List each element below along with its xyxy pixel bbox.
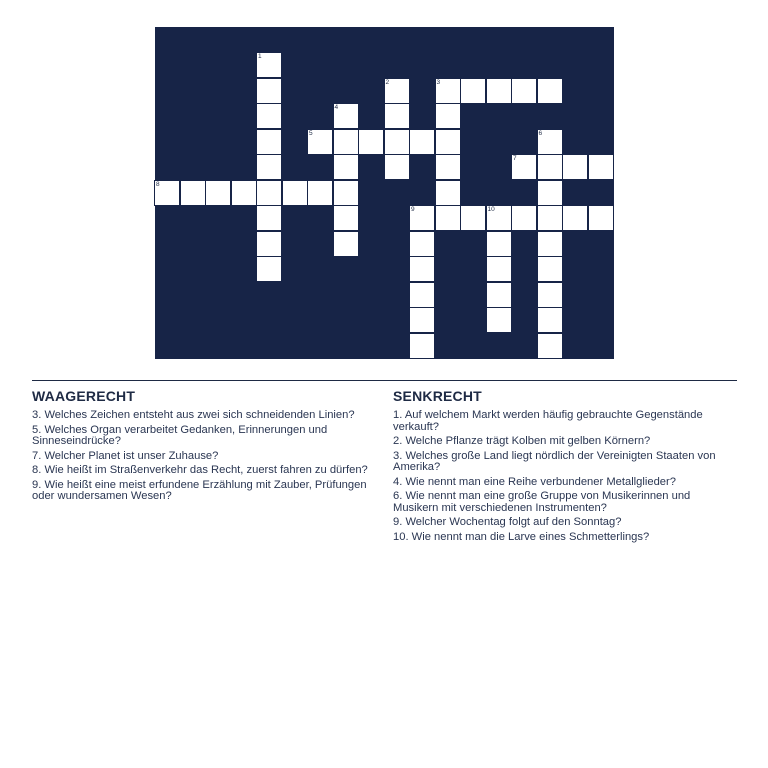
grid-cell[interactable] [486,78,512,104]
grid-cell[interactable] [537,129,563,155]
grid-cell[interactable] [511,205,537,231]
down-heading: SENKRECHT [393,388,482,404]
across-clues [32,388,372,506]
grid-cell[interactable] [256,231,282,257]
grid-cell[interactable] [384,154,410,180]
grid-cell[interactable] [511,78,537,104]
across-clue-7: 7. Welcher Planet ist unser Zuhause? [32,449,219,462]
grid-cell[interactable] [333,103,359,129]
clue-number: 8 [156,180,160,188]
grid-cell[interactable] [562,205,588,231]
grid-cell[interactable] [486,231,512,257]
grid-cell[interactable] [460,205,486,231]
grid-cell[interactable] [409,205,435,231]
grid-cell[interactable] [562,154,588,180]
grid-cell[interactable] [537,78,563,104]
down-clues [393,388,738,546]
clue-number: 9 [411,206,415,213]
grid-cell[interactable] [486,282,512,308]
across-clue-3: 3. Welches Zeichen entsteht aus zwei sich schneidenden Linien? [32,409,355,421]
grid-cell[interactable] [154,180,180,206]
grid-cell[interactable] [460,78,486,104]
grid-cell[interactable] [435,103,461,129]
grid-cell[interactable] [435,129,461,155]
across-clue-9: 9. Wie heißt eine meist erfundene Erzählung mit Zauber, Prüfungen oder wundersamen Wesen? [32,478,367,502]
grid-cell[interactable] [409,333,435,359]
grid-cell[interactable] [384,78,410,104]
grid-cell[interactable] [537,231,563,257]
grid-cell[interactable] [282,180,308,206]
grid-cell[interactable] [435,205,461,231]
down-clue-4: 4. Wie nennt man eine Reihe verbundener Metallglieder? [393,475,676,488]
down-clue-10: 10. Wie nennt man die Larve eines Schmetterlings? [393,530,650,543]
across-heading: WAAGERECHT [32,388,136,404]
grid-cell[interactable] [205,180,231,206]
grid-cell[interactable] [333,154,359,180]
grid-cell[interactable] [256,180,282,206]
grid-cell[interactable] [537,333,563,359]
grid-cell[interactable] [180,180,206,206]
clue-number: 6 [538,129,543,137]
grid-cell[interactable] [537,256,563,282]
grid-cell[interactable] [409,129,435,155]
clue-number: 1 [258,53,262,60]
grid-cell[interactable] [409,282,435,308]
down-clue-1: 1. Auf welchem Markt werden häufig gebrauchte Gegenstände verkauft? [393,409,703,433]
grid-cell[interactable] [256,205,282,231]
grid-cell[interactable] [333,205,359,231]
grid-cell[interactable] [537,282,563,308]
clue-number: 3 [436,78,441,86]
grid-cell[interactable] [307,129,333,155]
grid-cell[interactable] [435,180,461,206]
down-clue-2: 2. Welche Pflanze trägt Kolben mit gelben Körnern? [393,435,651,447]
across-clue-5: 5. Welches Organ verarbeitet Gedanken, Erinnerungen und Sinneseindrücke? [32,423,328,447]
clue-number: 10 [487,206,495,213]
grid-cell[interactable] [486,256,512,282]
grid-cell[interactable] [435,154,461,180]
grid-cell[interactable] [486,307,512,333]
clue-number: 7 [513,155,517,162]
clue-number: 2 [385,78,390,86]
grid-cell[interactable] [537,180,563,206]
grid-cell[interactable] [256,52,282,78]
down-clue-6: 6. Wie nennt man eine große Gruppe von Musikerinnen und Musikern mit verschiedenen Instrumenten? [393,490,691,514]
grid-cell[interactable] [384,129,410,155]
grid-cell[interactable] [256,129,282,155]
grid-cell[interactable] [231,180,257,206]
grid-cell[interactable] [307,180,333,206]
grid-cell[interactable] [588,154,614,180]
clue-number: 5 [309,129,313,137]
grid-cell[interactable] [409,256,435,282]
grid-cell[interactable] [537,154,563,180]
grid-cell[interactable] [384,103,410,129]
grid-cell[interactable] [256,78,282,104]
grid-cell[interactable] [333,231,359,257]
grid-cell[interactable] [409,231,435,257]
across-clue-8: 8. Wie heißt im Straßenverkehr das Recht, zuerst fahren zu dürfen? [32,464,368,476]
grid-cell[interactable] [588,205,614,231]
grid-cell[interactable] [435,78,461,104]
down-clue-9: 9. Welcher Wochentag folgt auf den Sonntag? [393,516,622,528]
grid-cell[interactable] [537,307,563,333]
grid-cell[interactable] [333,129,359,155]
grid-cell[interactable] [537,205,563,231]
grid-cell[interactable] [256,256,282,282]
down-clue-3: 3. Welches große Land liegt nördlich der Vereinigten Staaten von Amerika? [393,449,716,473]
grid-cell[interactable] [486,205,512,231]
grid-cell[interactable] [511,154,537,180]
clue-number: 4 [334,104,339,111]
grid-cell[interactable] [358,129,384,155]
grid-cell[interactable] [256,154,282,180]
grid-cell[interactable] [409,307,435,333]
grid-cell[interactable] [333,180,359,206]
grid-cell[interactable] [256,103,282,129]
divider [32,380,737,381]
crossword-grid [155,27,614,359]
